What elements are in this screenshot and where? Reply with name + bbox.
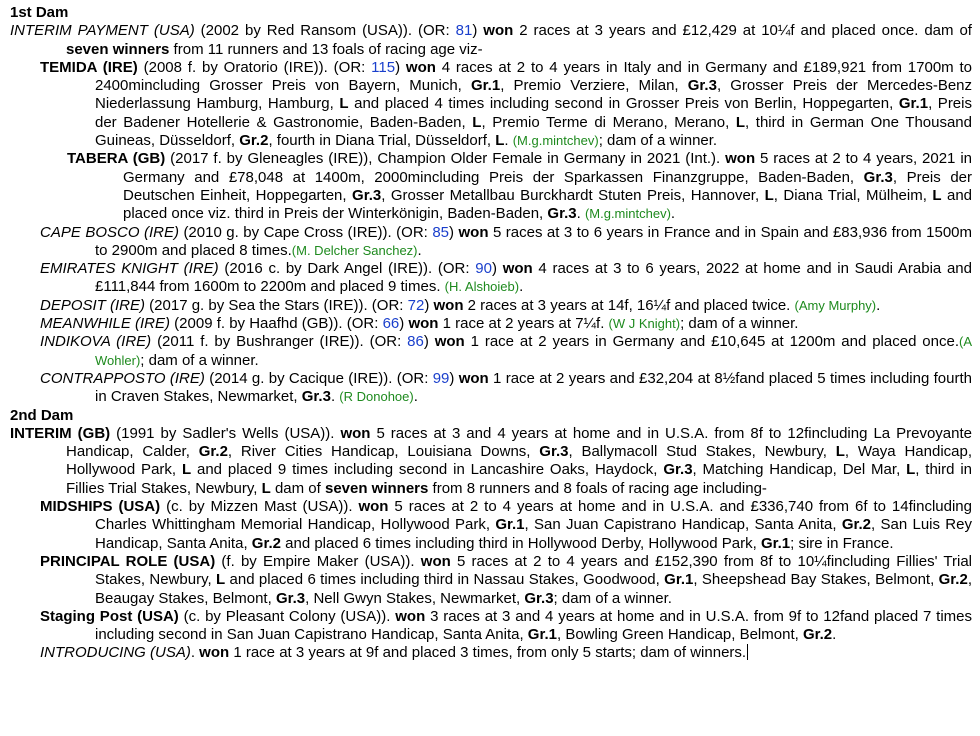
produce-entry-tabera: TABERA (GB) (2017 f. by Gleneagles (IRE)), Champion Older Female in Germany in 2021 (Int.). won 5 races at 2 to 4 years, 2021 in Germany and £78,048 at 1400m, 2000mincluding Preis der Sparkassen Finanzgruppe, Baden-Baden, Gr.3, Preis der Deutschen Einheit, Hoppegarten, Gr.3, Grosser Metallbau Burckhardt Stuten Preis, Hannover, L, Diana Trial, Mülheim, L and placed once viz. third in Preis der Winterkönigin, Baden-Baden, Gr.3. (M.g.mintchev).	[67, 150, 973, 223]
or-rating: 72	[407, 296, 425, 314]
second-dam-entry: INTERIM (GB) (1991 by Sadler's Wells (USA)). won 5 races at 3 and 4 years at home and in U.S.A. from 8f to 12fincluding La Prevoyante Handicap, Calder, Gr.2, River Cities Handicap, Louisiana Downs, Gr.3, Ballymacoll Stud Stakes, Newbury, L, Waya Handicap, Hollywood Park, L and placed 9 times including second in Lancashire Oaks, Haydock, Gr.3, Matching Handicap, Del Mar, L, third in Fillies Trial Stakes, Newbury, L dam of seven winners from 8 runners and 8 foals of racing age including-	[10, 424, 973, 497]
trainer-credit: (R Donohoe)	[339, 389, 414, 405]
trainer-credit: (M. Delcher Sanchez)	[291, 242, 418, 258]
trainer-credit: (M.g.mintchev)	[512, 133, 599, 149]
or-rating: 66	[382, 315, 400, 333]
horse-name: CONTRAPPOSTO (IRE)	[40, 369, 205, 387]
text-cursor[interactable]	[747, 644, 748, 660]
first-dam-entry: INTERIM PAYMENT (USA) (2002 by Red Ransom (USA)). (OR: 81) won 2 races at 3 years and £12,429 at 10¼f and placed once. dam of seven winners from 11 runners and 13 foals of racing age viz-	[10, 22, 972, 58]
produce-entry-principal-role: PRINCIPAL ROLE (USA) (f. by Empire Maker (USA)). won 5 races at 2 to 4 years and £152,390 from 8f to 10¼fincluding Fillies' Trial Stakes, Newbury, L and placed 6 times including third in Nassau Stakes, Goodwood, Gr.1, Sheepshead Bay Stakes, Belmont, Gr.2, Beaugay Stakes, Belmont, Gr.3, Nell Gwyn Stakes, Newmarket, Gr.3; dam of a winner.	[40, 552, 973, 607]
or-rating: 115	[371, 58, 396, 76]
or-rating: 99	[432, 369, 450, 387]
produce-entry-staging-post: Staging Post (USA) (c. by Pleasant Colony (USA)). won 3 races at 3 and 4 years at home and in U.S.A. from 9f to 12fand placed 7 times including second in San Juan Capistrano Handicap, Santa Anita, Gr.1, Bowling Green Handicap, Belmont, Gr.2.	[40, 607, 972, 644]
trainer-credit: (A Wohler)	[95, 334, 972, 368]
trainer-credit: (W J Knight)	[608, 316, 681, 332]
horse-name: CAPE BOSCO (IRE)	[40, 223, 179, 241]
horse-name: INDIKOVA (IRE)	[40, 333, 152, 351]
horse-name: TEMIDA (IRE)	[40, 58, 138, 76]
produce-entry-cape-bosco: CAPE BOSCO (IRE) (2010 g. by Cape Cross (IRE)). (OR: 85) won 5 races at 3 to 6 years in France and in Spain and £83,936 from 1500m to 2900m and placed 8 times.(M. Delcher Sanchez).	[40, 223, 972, 259]
horse-name: MEANWHILE (IRE)	[40, 315, 171, 333]
horse-name: TABERA (GB)	[67, 150, 166, 168]
or-rating: 85	[432, 223, 450, 241]
horse-name: EMIRATES KNIGHT (IRE)	[40, 260, 219, 278]
or-rating: 81	[455, 22, 473, 40]
horse-name: Staging Post (USA)	[40, 607, 179, 625]
horse-name: MIDSHIPS (USA)	[40, 498, 161, 516]
second-dam-heading: 2nd Dam	[10, 406, 74, 424]
or-rating: 90	[475, 260, 492, 278]
horse-name: INTERIM PAYMENT (USA)	[10, 22, 195, 40]
produce-entry-indikova: INDIKOVA (IRE) (2011 f. by Bushranger (IRE)). (OR: 86) won 1 race at 2 years in Germany and £10,645 at 1200m and placed once.(A Wohler); dam of a winner.	[40, 333, 972, 369]
horse-name: INTERIM (GB)	[10, 424, 111, 442]
horse-name: DEPOSIT (IRE)	[40, 296, 146, 314]
produce-entry-meanwhile: MEANWHILE (IRE) (2009 f. by Haafhd (GB)). (OR: 66) won 1 race at 2 years at 7¼f. (W J Knight); dam of a winner.	[40, 315, 799, 333]
horse-name: PRINCIPAL ROLE (USA)	[40, 552, 216, 570]
trainer-credit: (H. Alshoieb)	[444, 279, 520, 295]
produce-entry-temida: TEMIDA (IRE) (2008 f. by Oratorio (IRE)). (OR: 115) won 4 races at 2 to 4 years in Italy and in Germany and £189,921 from 1700m to 2400mincluding Grosser Preis von Bayern, Munich, Gr.1, Premio Verziere, Milan, Gr.3, Grosser Preis der Mercedes-Benz Niederlassung Hamburg, Hamburg, L and placed 4 times including second in Grosser Preis von Berlin, Hoppegarten, Gr.1, Preis der Badener Hotellerie & Gastronomie, Baden-Baden, L, Premio Terme di Merano, Merano, L, third in German One Thousand Guineas, Düsseldorf, Gr.2, fourth in Diana Trial, Düsseldorf, L. (M.g.mintchev); dam of a winner.	[40, 58, 973, 150]
produce-entry-introducing: INTRODUCING (USA). won 1 race at 3 years at 9f and placed 3 times, from only 5 starts; dam of winners.	[40, 644, 747, 662]
horse-name: INTRODUCING (USA)	[40, 644, 191, 662]
produce-entry-emirates-knight: EMIRATES KNIGHT (IRE) (2016 c. by Dark Angel (IRE)). (OR: 90) won 4 races at 3 to 6 years, 2022 at home and in Saudi Arabia and £111,844 from 1600m to 2200m and placed 9 times. (H. Alshoieb).	[40, 260, 972, 296]
trainer-credit: (M.g.mintchev)	[584, 206, 671, 222]
trainer-credit: (Amy Murphy)	[794, 297, 877, 313]
or-rating: 86	[407, 333, 424, 351]
produce-entry-deposit: DEPOSIT (IRE) (2017 g. by Sea the Stars (IRE)). (OR: 72) won 2 races at 3 years at 14f, 16¼f and placed twice. (Amy Murphy).	[40, 296, 881, 314]
first-dam-heading: 1st Dam	[10, 4, 69, 21]
produce-entry-midships: MIDSHIPS (USA) (c. by Mizzen Mast (USA)). won 5 races at 2 to 4 years at home and in U.S.A. and £336,740 from 6f to 14fincluding Charles Whittingham Memorial Handicap, Hollywood Park, Gr.1, San Juan Capistrano Handicap, Santa Anita, Gr.2, San Luis Rey Handicap, Santa Anita, Gr.2 and placed 6 times including third in Hollywood Derby, Hollywood Park, Gr.1; sire in France.	[40, 498, 972, 552]
produce-entry-contrapposto: CONTRAPPOSTO (IRE) (2014 g. by Cacique (IRE)). (OR: 99) won 1 race at 2 years and £32,204 at 8½fand placed 5 times including fourth in Craven Stakes, Newmarket, Gr.3. (R Donohoe).	[40, 369, 972, 406]
